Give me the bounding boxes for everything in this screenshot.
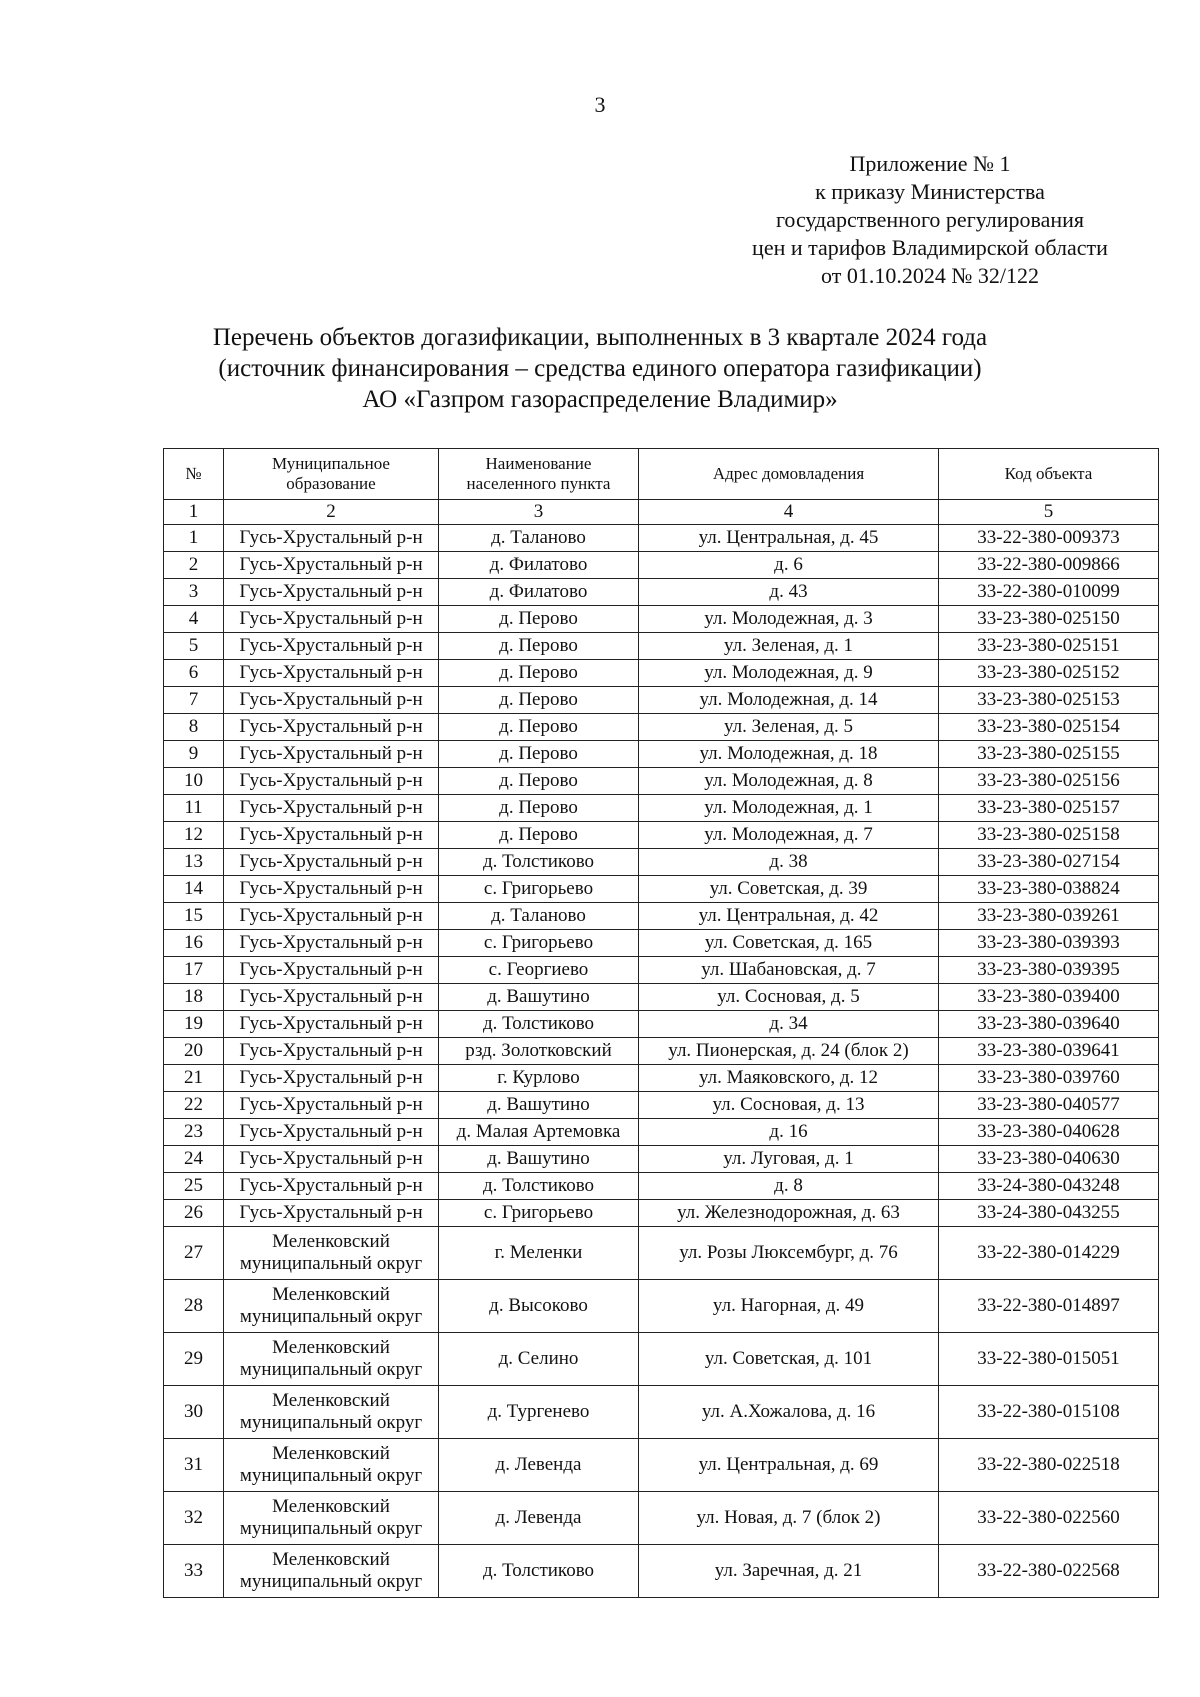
column-number: 1 bbox=[164, 500, 224, 525]
settlement-cell: д. Толстиково bbox=[439, 849, 639, 876]
settlement-cell: д. Вашутино bbox=[439, 1146, 639, 1173]
settlement-cell: с. Григорьево bbox=[439, 876, 639, 903]
municipality-cell: Гусь-Хрустальный р-н bbox=[224, 795, 439, 822]
row-number-cell: 20 bbox=[164, 1038, 224, 1065]
object-code-cell: 33-23-380-025154 bbox=[939, 714, 1159, 741]
settlement-cell: д. Левенда bbox=[439, 1439, 639, 1492]
table-row bbox=[164, 1011, 1159, 1038]
address-cell: д. 16 bbox=[639, 1119, 939, 1146]
municipality-cell: Гусь-Хрустальный р-н bbox=[224, 822, 439, 849]
municipality-cell: Гусь-Хрустальный р-н bbox=[224, 1200, 439, 1227]
municipality-cell: Гусь-Хрустальный р-н bbox=[224, 1173, 439, 1200]
column-number-row bbox=[164, 500, 1159, 525]
municipality-cell: Меленковский муниципальный округ bbox=[224, 1545, 439, 1598]
table-row bbox=[164, 1545, 1159, 1598]
settlement-cell: с. Григорьево bbox=[439, 930, 639, 957]
row-number-cell: 11 bbox=[164, 795, 224, 822]
object-code-cell: 33-22-380-015108 bbox=[939, 1386, 1159, 1439]
header-cell: № bbox=[164, 449, 224, 500]
address-cell: ул. Сосновая, д. 13 bbox=[639, 1092, 939, 1119]
title-line: (источник финансирования – средства единого оператора газификации) bbox=[218, 355, 982, 382]
column-number: 3 bbox=[439, 500, 639, 525]
settlement-cell: д. Таланово bbox=[439, 903, 639, 930]
address-cell: ул. Молодежная, д. 3 bbox=[639, 606, 939, 633]
row-number-cell: 18 bbox=[164, 984, 224, 1011]
settlement-cell: д. Перово bbox=[439, 741, 639, 768]
settlement-cell: д. Перово bbox=[439, 714, 639, 741]
table-row bbox=[164, 795, 1159, 822]
address-cell: ул. Советская, д. 165 bbox=[639, 930, 939, 957]
address-cell: ул. Новая, д. 7 (блок 2) bbox=[639, 1492, 939, 1545]
row-number-cell: 9 bbox=[164, 741, 224, 768]
settlement-cell: с. Григорьево bbox=[439, 1200, 639, 1227]
object-code-cell: 33-23-380-025150 bbox=[939, 606, 1159, 633]
address-cell: ул. Молодежная, д. 9 bbox=[639, 660, 939, 687]
object-code-cell: 33-23-380-025158 bbox=[939, 822, 1159, 849]
table-row bbox=[164, 930, 1159, 957]
row-number-cell: 6 bbox=[164, 660, 224, 687]
appendix-line: к приказу Министерства bbox=[815, 179, 1045, 204]
municipality-cell: Гусь-Хрустальный р-н bbox=[224, 579, 439, 606]
address-cell: д. 8 bbox=[639, 1173, 939, 1200]
address-cell: ул. Центральная, д. 45 bbox=[639, 525, 939, 552]
municipality-cell: Гусь-Хрустальный р-н bbox=[224, 1092, 439, 1119]
settlement-cell: д. Перово bbox=[439, 687, 639, 714]
table-row bbox=[164, 1333, 1159, 1386]
address-cell: ул. Сосновая, д. 5 bbox=[639, 984, 939, 1011]
table-row bbox=[164, 1280, 1159, 1333]
object-code-cell: 33-23-380-025157 bbox=[939, 795, 1159, 822]
settlement-cell: д. Перово bbox=[439, 660, 639, 687]
table-row bbox=[164, 606, 1159, 633]
object-code-cell: 33-23-380-039261 bbox=[939, 903, 1159, 930]
object-code-cell: 33-23-380-025155 bbox=[939, 741, 1159, 768]
settlement-cell: д. Толстиково bbox=[439, 1011, 639, 1038]
settlement-cell: г. Курлово bbox=[439, 1065, 639, 1092]
municipality-cell: Гусь-Хрустальный р-н bbox=[224, 1038, 439, 1065]
row-number-cell: 14 bbox=[164, 876, 224, 903]
settlement-cell: д. Перово bbox=[439, 768, 639, 795]
municipality-cell: Гусь-Хрустальный р-н bbox=[224, 768, 439, 795]
object-code-cell: 33-23-380-039641 bbox=[939, 1038, 1159, 1065]
row-number-cell: 4 bbox=[164, 606, 224, 633]
object-code-cell: 33-22-380-022518 bbox=[939, 1439, 1159, 1492]
settlement-cell: д. Перово bbox=[439, 633, 639, 660]
object-code-cell: 33-22-380-022560 bbox=[939, 1492, 1159, 1545]
municipality-cell: Гусь-Хрустальный р-н bbox=[224, 903, 439, 930]
row-number-cell: 24 bbox=[164, 1146, 224, 1173]
table-row bbox=[164, 525, 1159, 552]
header-cell: Адрес домовладения bbox=[639, 449, 939, 500]
object-code-cell: 33-22-380-014897 bbox=[939, 1280, 1159, 1333]
row-number-cell: 23 bbox=[164, 1119, 224, 1146]
document-title bbox=[0, 322, 1200, 415]
table-row bbox=[164, 687, 1159, 714]
address-cell: ул. А.Хожалова, д. 16 bbox=[639, 1386, 939, 1439]
settlement-cell: д. Таланово bbox=[439, 525, 639, 552]
table-row bbox=[164, 1439, 1159, 1492]
address-cell: ул. Центральная, д. 42 bbox=[639, 903, 939, 930]
appendix-line: от 01.10.2024 № 32/122 bbox=[821, 263, 1039, 288]
address-cell: д. 6 bbox=[639, 552, 939, 579]
municipality-cell: Меленковский муниципальный округ bbox=[224, 1492, 439, 1545]
row-number-cell: 22 bbox=[164, 1092, 224, 1119]
table-row bbox=[164, 957, 1159, 984]
settlement-cell: д. Перово bbox=[439, 606, 639, 633]
object-code-cell: 33-22-380-009373 bbox=[939, 525, 1159, 552]
address-cell: ул. Советская, д. 39 bbox=[639, 876, 939, 903]
header-cell: Код объекта bbox=[939, 449, 1159, 500]
object-code-cell: 33-23-380-025151 bbox=[939, 633, 1159, 660]
municipality-cell: Гусь-Хрустальный р-н bbox=[224, 1119, 439, 1146]
row-number-cell: 25 bbox=[164, 1173, 224, 1200]
settlement-cell: с. Георгиево bbox=[439, 957, 639, 984]
settlement-cell: д. Вашутино bbox=[439, 1092, 639, 1119]
table-row bbox=[164, 714, 1159, 741]
row-number-cell: 13 bbox=[164, 849, 224, 876]
object-code-cell: 33-23-380-040628 bbox=[939, 1119, 1159, 1146]
municipality-cell: Меленковский муниципальный округ bbox=[224, 1333, 439, 1386]
table-row bbox=[164, 876, 1159, 903]
municipality-cell: Гусь-Хрустальный р-н bbox=[224, 660, 439, 687]
title-line: Перечень объектов догазификации, выполненных в 3 квартале 2024 года bbox=[212, 324, 988, 351]
object-code-cell: 33-23-380-027154 bbox=[939, 849, 1159, 876]
address-cell: ул. Маяковского, д. 12 bbox=[639, 1065, 939, 1092]
municipality-cell: Гусь-Хрустальный р-н bbox=[224, 849, 439, 876]
municipality-cell: Гусь-Хрустальный р-н bbox=[224, 1065, 439, 1092]
row-number-cell: 31 bbox=[164, 1439, 224, 1492]
object-code-cell: 33-23-380-040630 bbox=[939, 1146, 1159, 1173]
table-row bbox=[164, 1065, 1159, 1092]
address-cell: ул. Шабановская, д. 7 bbox=[639, 957, 939, 984]
municipality-cell: Гусь-Хрустальный р-н bbox=[224, 552, 439, 579]
settlement-cell: д. Перово bbox=[439, 795, 639, 822]
row-number-cell: 33 bbox=[164, 1545, 224, 1598]
row-number-cell: 3 bbox=[164, 579, 224, 606]
row-number-cell: 10 bbox=[164, 768, 224, 795]
address-cell: ул. Молодежная, д. 18 bbox=[639, 741, 939, 768]
address-cell: ул. Молодежная, д. 1 bbox=[639, 795, 939, 822]
address-cell: ул. Пионерская, д. 24 (блок 2) bbox=[639, 1038, 939, 1065]
municipality-cell: Меленковский муниципальный округ bbox=[224, 1227, 439, 1280]
table-row bbox=[164, 984, 1159, 1011]
settlement-cell: д. Перово bbox=[439, 822, 639, 849]
address-cell: ул. Луговая, д. 1 bbox=[639, 1146, 939, 1173]
municipality-cell: Гусь-Хрустальный р-н bbox=[224, 984, 439, 1011]
table-row bbox=[164, 633, 1159, 660]
row-number-cell: 8 bbox=[164, 714, 224, 741]
address-cell: д. 38 bbox=[639, 849, 939, 876]
settlement-cell: д. Высоково bbox=[439, 1280, 639, 1333]
table-row bbox=[164, 1200, 1159, 1227]
settlement-cell: д. Филатово bbox=[439, 552, 639, 579]
appendix-block bbox=[730, 150, 1130, 290]
table-row bbox=[164, 1146, 1159, 1173]
object-code-cell: 33-23-380-039393 bbox=[939, 930, 1159, 957]
table-row bbox=[164, 849, 1159, 876]
municipality-cell: Гусь-Хрустальный р-н bbox=[224, 741, 439, 768]
settlement-cell: д. Толстиково bbox=[439, 1545, 639, 1598]
object-code-cell: 33-23-380-040577 bbox=[939, 1092, 1159, 1119]
table-row bbox=[164, 1119, 1159, 1146]
municipality-cell: Гусь-Хрустальный р-н bbox=[224, 525, 439, 552]
municipality-cell: Гусь-Хрустальный р-н bbox=[224, 1146, 439, 1173]
row-number-cell: 32 bbox=[164, 1492, 224, 1545]
appendix-line: Приложение № 1 bbox=[849, 151, 1011, 176]
table-row bbox=[164, 1227, 1159, 1280]
table-row bbox=[164, 822, 1159, 849]
table-row bbox=[164, 1038, 1159, 1065]
table-row bbox=[164, 1092, 1159, 1119]
table-header-row bbox=[164, 449, 1159, 500]
object-code-cell: 33-23-380-038824 bbox=[939, 876, 1159, 903]
page-number: 3 bbox=[594, 92, 606, 117]
settlement-cell: д. Селино bbox=[439, 1333, 639, 1386]
object-code-cell: 33-22-380-015051 bbox=[939, 1333, 1159, 1386]
row-number-cell: 30 bbox=[164, 1386, 224, 1439]
title-line: АО «Газпром газораспределение Владимир» bbox=[362, 386, 838, 413]
municipality-cell: Гусь-Хрустальный р-н bbox=[224, 1011, 439, 1038]
column-number: 4 bbox=[639, 500, 939, 525]
municipality-cell: Меленковский муниципальный округ bbox=[224, 1386, 439, 1439]
row-number-cell: 15 bbox=[164, 903, 224, 930]
municipality-cell: Гусь-Хрустальный р-н bbox=[224, 606, 439, 633]
row-number-cell: 7 bbox=[164, 687, 224, 714]
appendix-line: государственного регулирования bbox=[775, 207, 1085, 232]
municipality-cell: Гусь-Хрустальный р-н bbox=[224, 957, 439, 984]
object-code-cell: 33-23-380-039395 bbox=[939, 957, 1159, 984]
object-code-cell: 33-22-380-010099 bbox=[939, 579, 1159, 606]
row-number-cell: 26 bbox=[164, 1200, 224, 1227]
object-code-cell: 33-23-380-025152 bbox=[939, 660, 1159, 687]
table-row bbox=[164, 579, 1159, 606]
table-body bbox=[164, 525, 1159, 1598]
address-cell: ул. Зеленая, д. 5 bbox=[639, 714, 939, 741]
address-cell: ул. Молодежная, д. 8 bbox=[639, 768, 939, 795]
address-cell: ул. Молодежная, д. 14 bbox=[639, 687, 939, 714]
object-code-cell: 33-22-380-014229 bbox=[939, 1227, 1159, 1280]
appendix-line: цен и тарифов Владимирской области bbox=[752, 235, 1108, 260]
table-row bbox=[164, 1173, 1159, 1200]
address-cell: д. 43 bbox=[639, 579, 939, 606]
object-code-cell: 33-23-380-039640 bbox=[939, 1011, 1159, 1038]
row-number-cell: 29 bbox=[164, 1333, 224, 1386]
municipality-cell: Гусь-Хрустальный р-н bbox=[224, 876, 439, 903]
address-cell: ул. Центральная, д. 69 bbox=[639, 1439, 939, 1492]
row-number-cell: 16 bbox=[164, 930, 224, 957]
table-row bbox=[164, 1386, 1159, 1439]
objects-table bbox=[163, 448, 1159, 1598]
row-number-cell: 19 bbox=[164, 1011, 224, 1038]
object-code-cell: 33-22-380-022568 bbox=[939, 1545, 1159, 1598]
object-code-cell: 33-23-380-025153 bbox=[939, 687, 1159, 714]
column-number: 5 bbox=[939, 500, 1159, 525]
settlement-cell: д. Левенда bbox=[439, 1492, 639, 1545]
settlement-cell: д. Филатово bbox=[439, 579, 639, 606]
header-cell: Муниципальное образование bbox=[224, 449, 439, 500]
table-row bbox=[164, 903, 1159, 930]
address-cell: ул. Советская, д. 101 bbox=[639, 1333, 939, 1386]
settlement-cell: д. Толстиково bbox=[439, 1173, 639, 1200]
address-cell: ул. Железнодорожная, д. 63 bbox=[639, 1200, 939, 1227]
municipality-cell: Гусь-Хрустальный р-н bbox=[224, 687, 439, 714]
address-cell: ул. Молодежная, д. 7 bbox=[639, 822, 939, 849]
settlement-cell: рзд. Золотковский bbox=[439, 1038, 639, 1065]
column-number: 2 bbox=[224, 500, 439, 525]
address-cell: ул. Заречная, д. 21 bbox=[639, 1545, 939, 1598]
row-number-cell: 27 bbox=[164, 1227, 224, 1280]
object-code-cell: 33-24-380-043255 bbox=[939, 1200, 1159, 1227]
object-code-cell: 33-22-380-009866 bbox=[939, 552, 1159, 579]
municipality-cell: Меленковский муниципальный округ bbox=[224, 1439, 439, 1492]
municipality-cell: Гусь-Хрустальный р-н bbox=[224, 930, 439, 957]
table-row bbox=[164, 768, 1159, 795]
address-cell: ул. Нагорная, д. 49 bbox=[639, 1280, 939, 1333]
settlement-cell: г. Меленки bbox=[439, 1227, 639, 1280]
settlement-cell: д. Малая Артемовка bbox=[439, 1119, 639, 1146]
address-cell: ул. Зеленая, д. 1 bbox=[639, 633, 939, 660]
table-row bbox=[164, 741, 1159, 768]
header-cell: Наименование населенного пункта bbox=[439, 449, 639, 500]
row-number-cell: 21 bbox=[164, 1065, 224, 1092]
table-row bbox=[164, 1492, 1159, 1545]
object-code-cell: 33-23-380-039760 bbox=[939, 1065, 1159, 1092]
row-number-cell: 28 bbox=[164, 1280, 224, 1333]
address-cell: ул. Розы Люксембург, д. 76 bbox=[639, 1227, 939, 1280]
object-code-cell: 33-24-380-043248 bbox=[939, 1173, 1159, 1200]
address-cell: д. 34 bbox=[639, 1011, 939, 1038]
row-number-cell: 17 bbox=[164, 957, 224, 984]
settlement-cell: д. Тургенево bbox=[439, 1386, 639, 1439]
table-row bbox=[164, 552, 1159, 579]
row-number-cell: 1 bbox=[164, 525, 224, 552]
row-number-cell: 2 bbox=[164, 552, 224, 579]
municipality-cell: Гусь-Хрустальный р-н bbox=[224, 714, 439, 741]
row-number-cell: 12 bbox=[164, 822, 224, 849]
municipality-cell: Меленковский муниципальный округ bbox=[224, 1280, 439, 1333]
object-code-cell: 33-23-380-039400 bbox=[939, 984, 1159, 1011]
row-number-cell: 5 bbox=[164, 633, 224, 660]
municipality-cell: Гусь-Хрустальный р-н bbox=[224, 633, 439, 660]
table-row bbox=[164, 660, 1159, 687]
settlement-cell: д. Вашутино bbox=[439, 984, 639, 1011]
object-code-cell: 33-23-380-025156 bbox=[939, 768, 1159, 795]
